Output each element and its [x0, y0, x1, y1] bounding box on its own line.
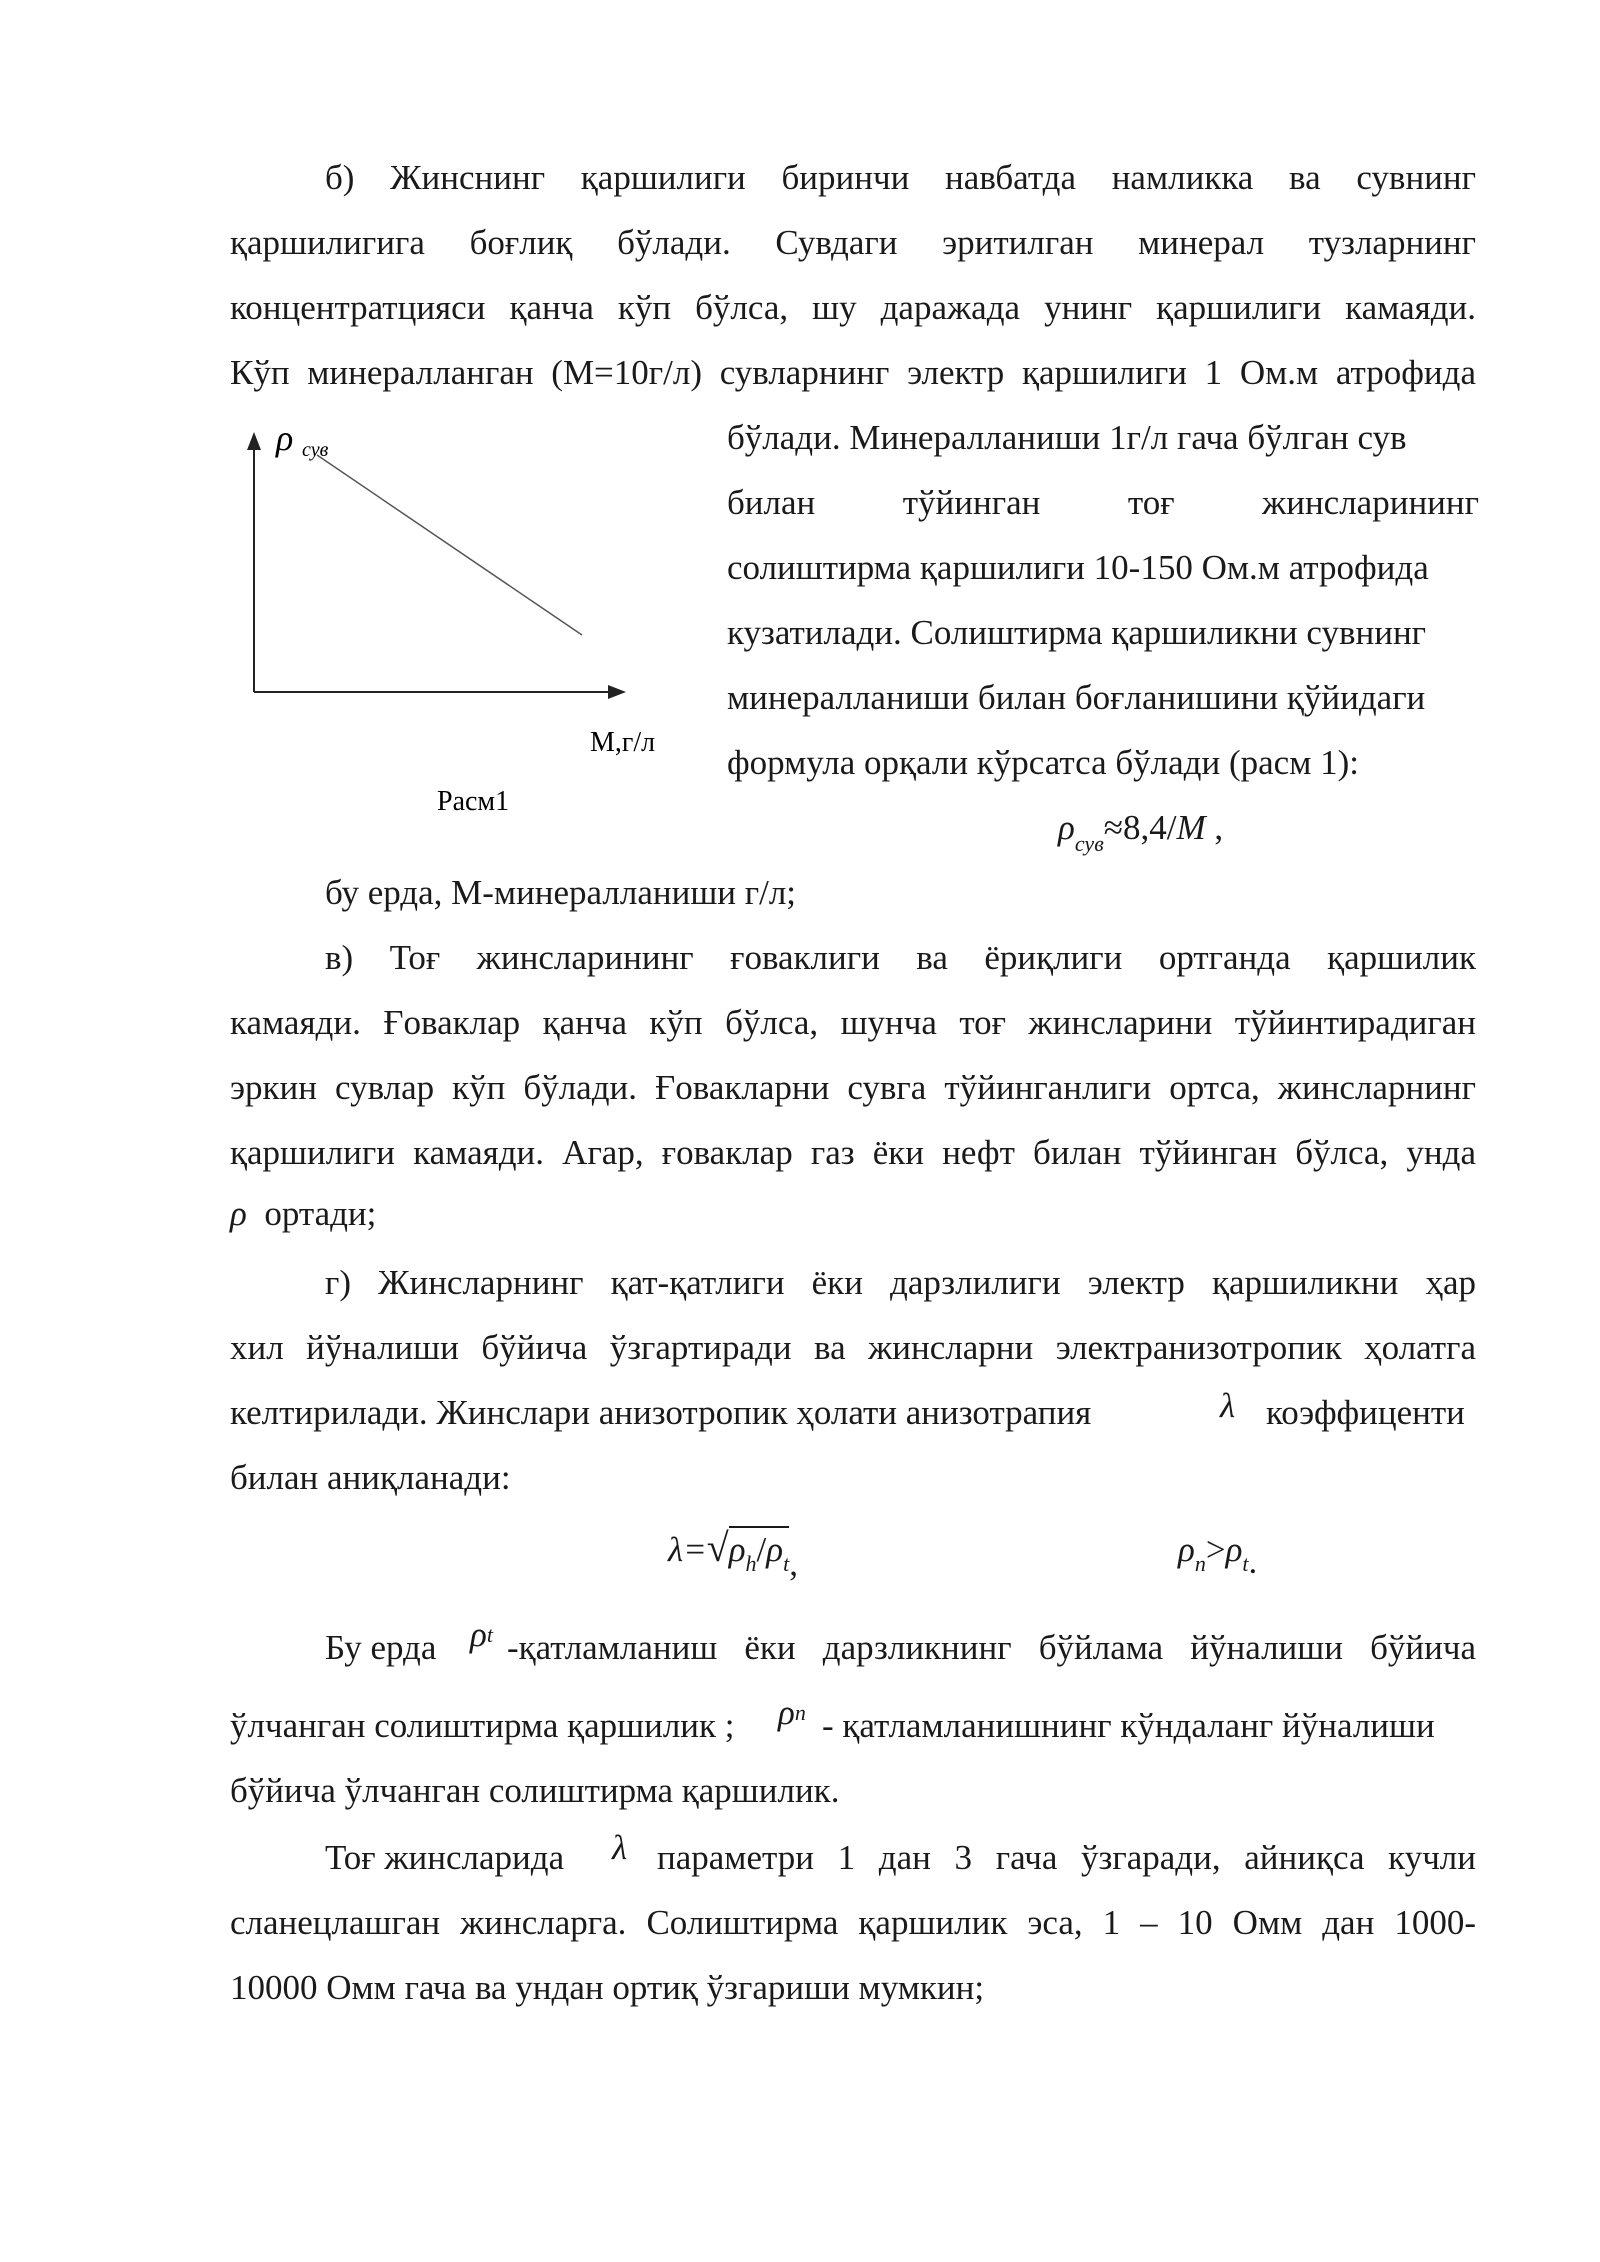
rho-subscript: сув: [1074, 831, 1104, 856]
formula-slash: /: [756, 1530, 767, 1569]
rho-sub-t: t: [1242, 1551, 1249, 1576]
text-line: в) Тоғ жинсларининг ғоваклиги ва ёриқлиги ортганда қаршилик: [325, 938, 1476, 977]
rho-symbol: ρ: [1225, 1530, 1243, 1569]
text-line: г) Жинсларнинг қат-қатлиги ёки дарзлилиги электр қаршиликни ҳар: [325, 1263, 1476, 1302]
text-line: камаяди. Ғоваклар қанча кўп бўлса, шунча тоғ жинсларини тўйинтирадиган: [230, 1003, 1476, 1042]
rho-symbol: ρ: [470, 1615, 487, 1654]
y-axis-label-sub: сув: [302, 439, 329, 461]
rho-symbol: ρ: [1058, 808, 1075, 847]
x-axis-arrow-icon: [608, 685, 626, 699]
rho-sub-t: t: [486, 1622, 493, 1647]
text-line: билан аниқланади:: [230, 1458, 511, 1497]
rho-symbol: ρ: [766, 1530, 784, 1569]
lambda-symbol: λ: [612, 1828, 628, 1867]
y-axis-arrow-icon: [247, 432, 261, 450]
rho-n-symbol: [778, 1695, 806, 1730]
text-line: билан тўйинган тоғ жинсларининг: [727, 483, 1479, 522]
text-line: ўлчанган солиштирма қаршилик ;: [230, 1706, 735, 1745]
rho-t-symbol: [470, 1617, 493, 1652]
rho-sub-n: n: [1194, 1551, 1206, 1576]
text-line: эркин сувлар кўп бўлади. Ғовакларни сувга тўйинганлиги ортса, жинсларнинг: [230, 1068, 1476, 1107]
text-line: формула орқали кўрсатса бўлади (расм 1):: [727, 743, 1359, 782]
text-line: минералланиши билан боғланишини қўйидаги: [727, 678, 1426, 717]
series-line: [317, 455, 582, 635]
x-axis-label: М,г/л: [590, 727, 656, 758]
rho-symbol: ρ: [778, 1693, 795, 1732]
text-line: солиштирма қаршилиги 10-150 Ом.м атрофида: [727, 548, 1429, 587]
formula-comma: ,: [789, 1544, 798, 1583]
lambda-symbol: λ: [1220, 1386, 1236, 1425]
text-line: Тоғ жинсларида: [325, 1838, 565, 1877]
rho-symbol: ρ: [728, 1530, 746, 1569]
text-line: кузатилади. Солиштирма қаршиликни сувнинг: [727, 613, 1427, 652]
figure-rasm1: [232, 420, 682, 830]
text-line: қаршилигига боғлиқ бўлади. Сувдаги эритилган минерал тузларнинг: [230, 223, 1476, 262]
text-span: ортади;: [264, 1194, 377, 1233]
text-line: концентратцияси қанча кўп бўлса, шу даражада унинг қаршилиги камаяди.: [230, 288, 1476, 327]
formula-comma: ,: [1205, 808, 1224, 847]
formula-lambda: [668, 1525, 798, 1583]
rho-sub-t: t: [783, 1551, 790, 1576]
text-line: коэффиценти: [1266, 1393, 1465, 1432]
formula-gt: >: [1205, 1530, 1226, 1569]
text-line: келтирилади. Жинслари анизотропик ҳолати анизотрапия: [230, 1393, 1092, 1432]
text-line: бу ерда, М-минералланиши г/л;: [325, 873, 797, 912]
text-line: б) Жинснинг қаршилиги биринчи навбатда намликка ва сувнинг: [325, 158, 1476, 197]
formula-period: .: [1248, 1542, 1258, 1581]
formula-lambda-eq: λ=: [668, 1530, 707, 1569]
y-axis-label-rho: ρ: [276, 420, 294, 458]
text-line: бўйича ўлчанган солиштирма қаршилик.: [230, 1771, 840, 1810]
rho-symbol: ρ: [230, 1194, 247, 1233]
rho-symbol: ρ: [1178, 1530, 1195, 1569]
rho-sub-h: h: [745, 1551, 757, 1576]
text-line: хил йўналиши бўйича ўзгартиради ва жинсларни электранизотропик ҳолатга: [230, 1328, 1476, 1367]
rho-sub-n: n: [794, 1700, 806, 1725]
text-line: бўлади. Минералланиши 1г/л гача бўлган сув: [727, 418, 1407, 457]
figure-caption: Расм1: [437, 786, 510, 817]
text-line: сланецлашган жинсларга. Солиштирма қаршилик эса, 1 – 10 Омм дан 1000-: [230, 1903, 1476, 1942]
formula-M: M: [1176, 808, 1206, 847]
formula-approx: ≈8,4/: [1103, 808, 1177, 847]
text-line: қаршилиги камаяди. Агар, ғоваклар газ ёки нефт билан тўйинган бўлса, унда: [230, 1133, 1476, 1172]
formula-rho-compare: [1178, 1530, 1258, 1581]
sqrt-icon: √: [706, 1525, 729, 1570]
text-line: -қатламланиш ёки дарзликнинг бўйлама йўналиши бўйича: [507, 1628, 1476, 1667]
text-line: Бу ерда: [325, 1628, 437, 1667]
formula-rho-suv: [1058, 808, 1224, 856]
text-line: Кўп минералланган (М=10г/л) сувларнинг электр қаршилиги 1 Ом.м атрофида: [230, 353, 1476, 392]
text-line: 10000 Омм гача ва ундан ортиқ ўзгариши мумкин;: [230, 1968, 985, 2007]
text-line-rho: [230, 1196, 376, 1231]
text-line: параметри 1 дан 3 гача ўзгаради, айниқса кучли: [657, 1838, 1476, 1877]
text-line: - қатламланишнинг кўндаланг йўналиши: [822, 1706, 1435, 1745]
